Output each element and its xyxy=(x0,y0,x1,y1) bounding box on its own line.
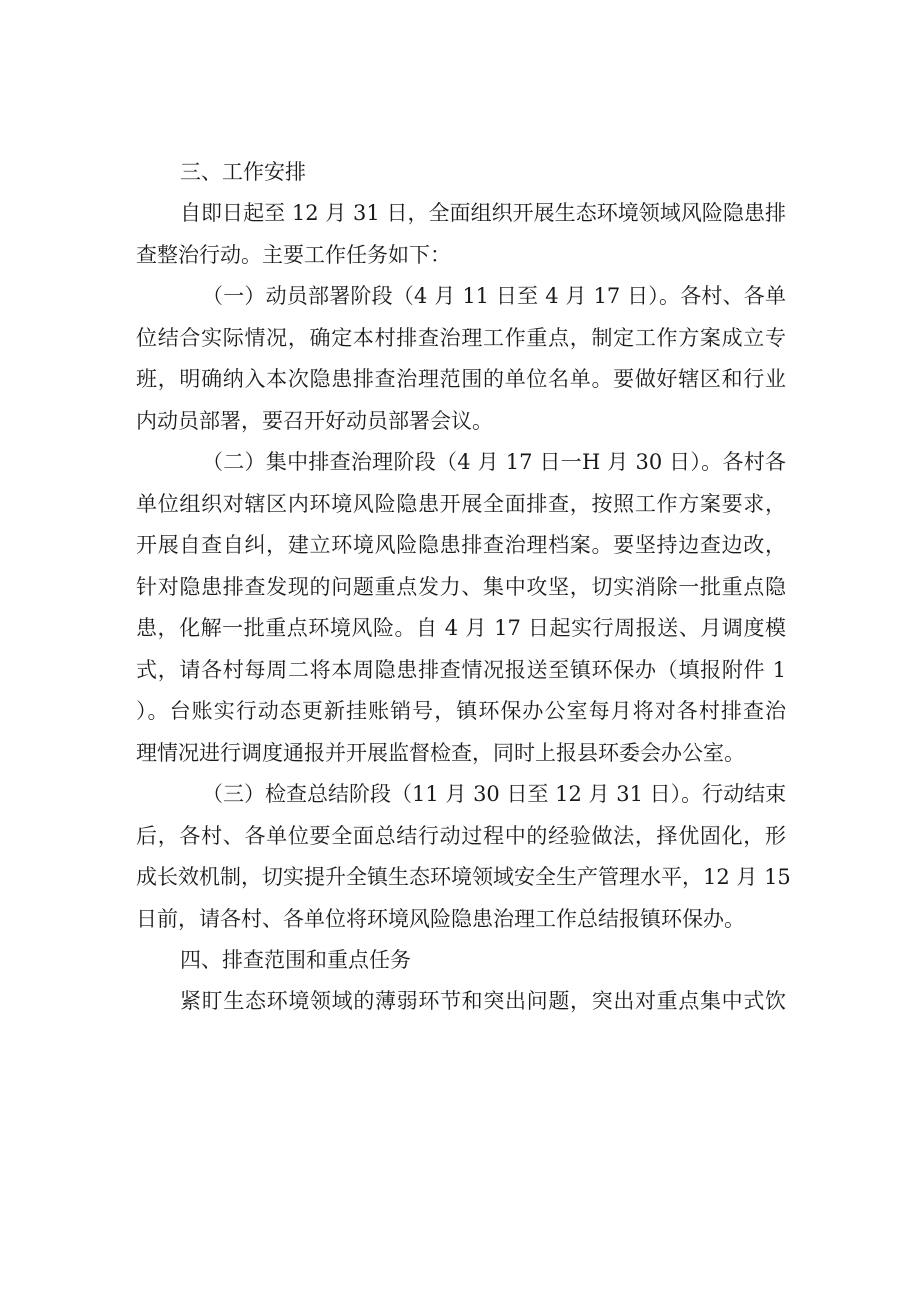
text-line: 日前，请各村、各单位将环境风险隐患治理工作总结报镇环保办。 xyxy=(136,906,745,931)
stage-2-paragraph xyxy=(136,442,786,774)
text-line: 内动员部署，要召开好动员部署会议。 xyxy=(136,408,493,433)
text-line: 式，请各村每周二将本周隐患排查情况报送至镇环保办（填报附件 1 xyxy=(136,657,786,682)
stage-3-paragraph xyxy=(136,774,791,940)
text-line: 理情况进行调度通报并开展监督检查，同时上报县环委会办公室。 xyxy=(136,740,745,765)
text-line: 班，明确纳入本次隐患排查治理范围的单位名单。要做好辖区和行业 xyxy=(136,367,786,391)
section-3-intro xyxy=(136,193,786,276)
text-line: 紧盯生态环境领域的薄弱环节和突出问题，突出对重点集中式饮 xyxy=(180,989,786,1013)
document-page xyxy=(136,152,791,1023)
text-line: 开展自查自纠，建立环境风险隐患排查治理档案。要坚持边查边改， xyxy=(136,533,786,557)
text-line: 针对隐患排查发现的问题重点发力、集中攻坚，切实消除一批重点隐 xyxy=(136,574,786,599)
stage-1-paragraph xyxy=(136,276,786,442)
text-line: 位结合实际情况，确定本村排查治理工作重点，制定工作方案成立专 xyxy=(136,325,786,350)
text-line: （一）动员部署阶段（4 月 11 日至 4 月 17 日）。各村、各单 xyxy=(202,284,786,308)
section-3-heading: 三、工作安排 xyxy=(180,160,306,184)
section-4-heading: 四、排查范围和重点任务 xyxy=(180,948,411,972)
text-line: 成长效机制，切实提升全镇生态环境领域安全生产管理水平，12 月 15 xyxy=(136,865,791,889)
text-line: （三）检查总结阶段（11 月 30 日至 12 月 31 日）。行动结束 xyxy=(202,782,787,806)
text-line: 查整治行动。主要工作任务如下： xyxy=(136,242,451,267)
text-line: 患，化解一批重点环境风险。自 4 月 17 日起实行周报送、月调度模 xyxy=(136,616,786,640)
section-4-paragraph xyxy=(136,981,786,1023)
text-line: （二）集中排查治理阶段（4 月 17 日一H 月 30 日）。各村各 xyxy=(202,450,786,474)
text-line: 后，各村、各单位要全面总结行动过程中的经验做法，择优固化，形 xyxy=(136,823,786,848)
text-line: ）。台账实行动态更新挂账销号，镇环保办公室每月将对各村排查治 xyxy=(136,699,786,723)
text-line: 单位组织对辖区内环境风险隐患开展全面排查，按照工作方案要求， xyxy=(136,491,786,516)
text-line: 自即日起至 12 月 31 日，全面组织开展生态环境领域风险隐患排 xyxy=(180,201,786,225)
